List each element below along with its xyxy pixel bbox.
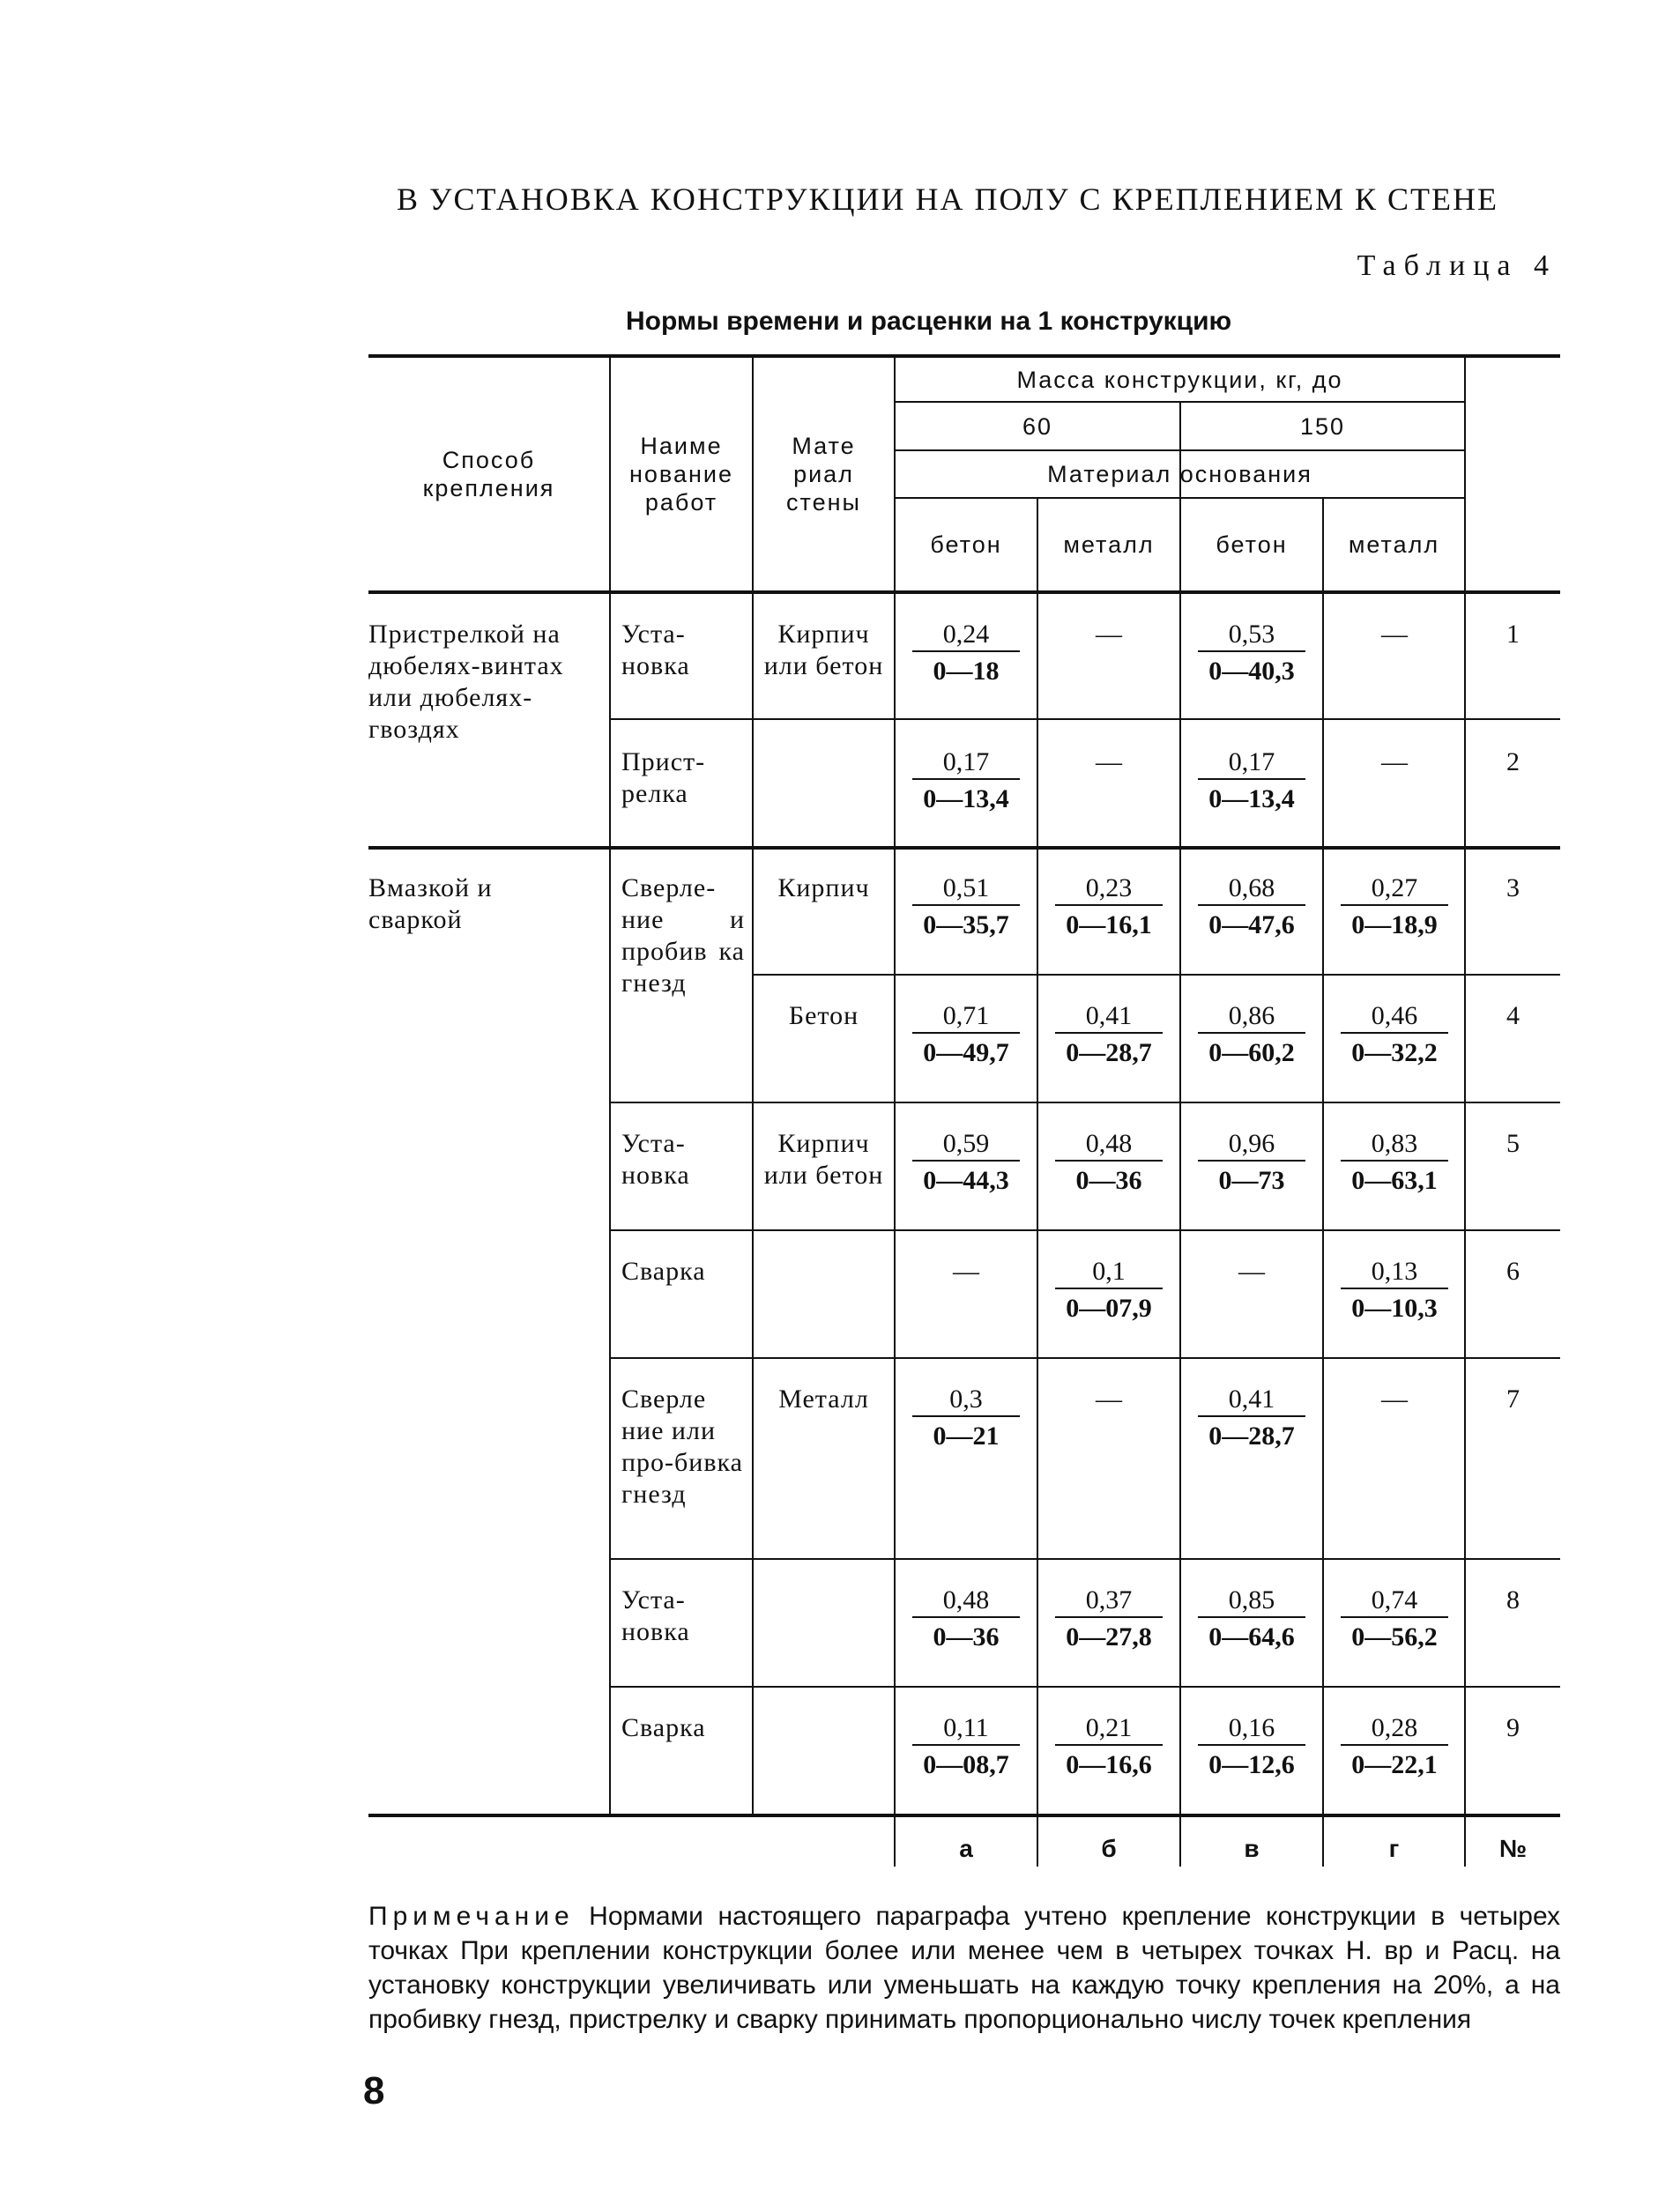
norm-time: 0,24 <box>912 619 1020 652</box>
material-brick-or-concrete: Кирпич или бетон <box>763 1129 884 1190</box>
header-base-material: Материал основания <box>1047 461 1312 487</box>
value-dash: — <box>1096 620 1122 649</box>
row-number: 4 <box>1506 1001 1520 1030</box>
header-col-c: бетон <box>1216 531 1288 558</box>
norm-time: 0,41 <box>1198 1384 1305 1417</box>
norm-time: 0,17 <box>1198 746 1305 780</box>
value-cell <box>1038 872 1179 941</box>
norm-time: 0,48 <box>1055 1128 1163 1162</box>
method-group-2: Вмазкой и сваркой <box>368 873 493 934</box>
rule-group <box>368 846 1560 850</box>
rate: 0—16,6 <box>1066 1750 1152 1779</box>
footer-col-b: б <box>1101 1835 1117 1862</box>
norm-time: 0,13 <box>1341 1256 1448 1289</box>
value-cell <box>1181 619 1322 687</box>
norm-time: 0,27 <box>1341 872 1448 906</box>
header-col-d: металл <box>1348 531 1440 558</box>
rate: 0—27,8 <box>1066 1622 1152 1652</box>
value-cell <box>1181 746 1322 815</box>
rate: 0—22,1 <box>1351 1750 1438 1779</box>
work-row-7: Сверле ние или про-бивка гнезд <box>621 1384 743 1509</box>
norm-time: 0,46 <box>1341 1000 1448 1034</box>
value-cell <box>1181 1384 1322 1452</box>
rate: 0—49,7 <box>923 1038 1009 1067</box>
value-cell <box>1038 1712 1179 1781</box>
value-dash: — <box>1381 620 1408 649</box>
norm-time: 0,21 <box>1055 1712 1163 1746</box>
row-number: 9 <box>1506 1713 1520 1742</box>
norm-time: 0,53 <box>1198 619 1305 652</box>
header-material: Мате риал стены <box>786 433 861 516</box>
rate: 0—56,2 <box>1351 1622 1438 1652</box>
rate: 0—10,3 <box>1351 1294 1438 1323</box>
value-cell <box>1324 1128 1465 1197</box>
rate: 0—63,1 <box>1351 1166 1438 1195</box>
row-number: 5 <box>1506 1129 1520 1158</box>
work-row-1: Уста-новка <box>621 620 690 680</box>
header-mass-60: 60 <box>1022 412 1053 440</box>
work-row-3: Сверле-ние и пробив ка гнезд <box>621 873 745 998</box>
norm-time: 0,68 <box>1198 872 1305 906</box>
header-work: Наиме нование работ <box>629 433 733 516</box>
material-brick: Кирпич <box>777 873 870 902</box>
header-mass: Масса конструкции, кг, до <box>1016 366 1343 393</box>
norm-time: 0,1 <box>1055 1256 1163 1289</box>
value-dash: — <box>953 1257 979 1286</box>
value-cell <box>1181 1585 1322 1653</box>
material-brick-or-concrete: Кирпич или бетон <box>763 620 884 680</box>
norm-time: 0,74 <box>1341 1585 1448 1618</box>
rate: 0—36 <box>933 1622 1000 1652</box>
norm-time: 0,71 <box>912 1000 1020 1034</box>
rate: 0—28,7 <box>1208 1421 1295 1451</box>
value-cell <box>1181 872 1322 941</box>
value-cell <box>1324 1256 1465 1325</box>
norm-time: 0,83 <box>1341 1128 1448 1162</box>
row-number: 8 <box>1506 1585 1520 1614</box>
rate: 0—28,7 <box>1066 1038 1152 1067</box>
value-cell <box>1038 1256 1179 1325</box>
material-concrete: Бетон <box>788 1001 859 1030</box>
note-text: Нормами настоящего параграфа учтено крепление конструкции в четырех точках При креплении конструкции более или менее чем в четырех точках Н. вр и Расц. на установку конструкции увеличивать или уменьшать на каждую точку крепления на 20%, а на пробивку гнезд, пристрелку и сварку принимать пропорционально числу точек крепления <box>368 1902 1560 2034</box>
rate: 0—16,1 <box>1066 910 1152 939</box>
method-group-1: Пристрелкой на дюбелях-винтах или дюбелях-гвоздях <box>368 620 564 744</box>
value-cell <box>1324 872 1465 941</box>
rate: 0—35,7 <box>923 910 1009 939</box>
value-cell <box>1181 1000 1322 1069</box>
norm-time: 0,85 <box>1198 1585 1305 1618</box>
rate: 0—21 <box>933 1421 1000 1451</box>
value-cell <box>1181 1712 1322 1781</box>
value-cell <box>1038 1128 1179 1197</box>
norm-time: 0,37 <box>1055 1585 1163 1618</box>
value-cell <box>896 619 1037 687</box>
norm-time: 0,51 <box>912 872 1020 906</box>
rate: 0—47,6 <box>1208 910 1295 939</box>
work-row-5: Уста-новка <box>621 1129 690 1190</box>
rate: 0—12,6 <box>1208 1750 1295 1779</box>
header-mass-150: 150 <box>1299 412 1346 440</box>
rate: 0—40,3 <box>1208 657 1295 686</box>
value-dash: — <box>1381 747 1408 776</box>
rate: 0—13,4 <box>923 784 1009 813</box>
header-method: Способ крепления <box>422 447 555 501</box>
rate: 0—07,9 <box>1066 1294 1152 1323</box>
work-row-2: Прист-релка <box>621 747 706 808</box>
footer-col-a: а <box>959 1835 973 1862</box>
table-caption: Нормы времени и расценки на 1 конструкцию <box>626 307 1232 336</box>
footer-col-d: г <box>1388 1835 1400 1862</box>
value-cell <box>896 1000 1037 1069</box>
row-number: 7 <box>1506 1384 1520 1414</box>
norm-time: 0,11 <box>912 1712 1020 1746</box>
rate: 0—44,3 <box>923 1166 1009 1195</box>
norm-time: 0,16 <box>1198 1712 1305 1746</box>
value-cell <box>896 1128 1037 1197</box>
rule-header-bottom <box>368 590 1560 594</box>
norms-table <box>368 354 1560 1862</box>
note <box>368 1899 1560 2037</box>
header-col-b: металл <box>1063 531 1155 558</box>
rate: 0—13,4 <box>1208 784 1295 813</box>
row-number: 2 <box>1506 747 1520 776</box>
header-col-a: бетон <box>930 531 1002 558</box>
rate: 0—18,9 <box>1351 910 1438 939</box>
footer-num: № <box>1498 1835 1528 1862</box>
value-cell <box>896 872 1037 941</box>
value-cell <box>1038 1585 1179 1653</box>
norm-time: 0,59 <box>912 1128 1020 1162</box>
value-cell <box>896 1712 1037 1781</box>
value-dash: — <box>1096 747 1122 776</box>
value-cell <box>1038 1000 1179 1069</box>
rate: 0—36 <box>1075 1166 1142 1195</box>
value-dash: — <box>1238 1257 1265 1286</box>
rate: 0—18 <box>933 657 1000 686</box>
value-cell <box>1181 1128 1322 1197</box>
section-title: В УСТАНОВКА КОНСТРУКЦИИ НА ПОЛУ С КРЕПЛЕНИЕМ К СТЕНЕ <box>397 182 1498 217</box>
row-number: 1 <box>1506 620 1520 649</box>
table-label: Таблица 4 <box>1357 249 1557 282</box>
norm-time: 0,96 <box>1198 1128 1305 1162</box>
rate: 0—64,6 <box>1208 1622 1295 1652</box>
value-cell <box>896 746 1037 815</box>
value-cell <box>896 1585 1037 1653</box>
norm-time: 0,28 <box>1341 1712 1448 1746</box>
norm-time: 0,3 <box>912 1384 1020 1417</box>
value-cell <box>896 1384 1037 1452</box>
norm-time: 0,86 <box>1198 1000 1305 1034</box>
work-row-9: Сварка <box>621 1713 706 1742</box>
rate: 0—60,2 <box>1208 1038 1295 1067</box>
value-cell <box>1324 1000 1465 1069</box>
rate: 0—32,2 <box>1351 1038 1438 1067</box>
material-metal: Металл <box>778 1384 869 1414</box>
value-dash: — <box>1381 1384 1408 1414</box>
footer-col-c: в <box>1244 1835 1260 1862</box>
row-number: 3 <box>1506 873 1520 902</box>
rule-row-3 <box>754 974 1560 976</box>
value-cell <box>1324 1585 1465 1653</box>
note-label: Примечание <box>368 1902 575 1931</box>
work-row-8: Уста-новка <box>621 1585 690 1646</box>
norm-time: 0,48 <box>912 1585 1020 1618</box>
page-number: 8 <box>363 2069 385 2112</box>
value-cell <box>1324 1712 1465 1781</box>
rule-bottom <box>368 1814 1560 1817</box>
work-row-6: Сварка <box>621 1257 706 1286</box>
value-dash: — <box>1096 1384 1122 1414</box>
rate: 0—73 <box>1218 1166 1285 1195</box>
rate: 0—08,7 <box>923 1750 1009 1779</box>
norm-time: 0,23 <box>1055 872 1163 906</box>
norm-time: 0,17 <box>912 746 1020 780</box>
row-number: 6 <box>1506 1257 1520 1286</box>
norm-time: 0,41 <box>1055 1000 1163 1034</box>
